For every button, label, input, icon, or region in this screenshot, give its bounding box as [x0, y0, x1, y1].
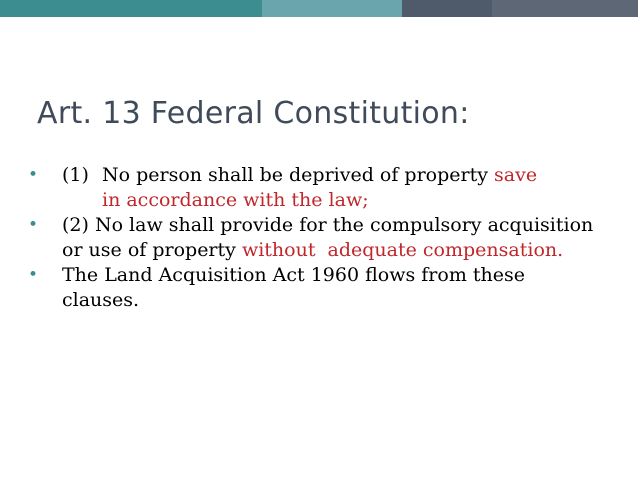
bullet-dot-icon: •: [28, 215, 39, 235]
bullet-text: No person shall be deprived of property: [102, 164, 488, 186]
bullet-item-2: [28, 213, 608, 263]
bullet-dot-icon: •: [28, 165, 39, 185]
slide-title: Art. 13 Federal Constitution:: [37, 96, 470, 131]
top-bar-segment: [262, 0, 402, 17]
bullet-text: The Land Acquisition Act 1960 flows from these clauses.: [62, 264, 525, 311]
bullet-dot-icon: •: [28, 265, 39, 285]
top-bar-segment: [402, 0, 492, 17]
bullet-item-1: [28, 163, 608, 213]
bullet-emphasis: save: [494, 164, 538, 186]
bullet-emphasis-continued: in accordance with the law;: [102, 189, 369, 211]
bullet-list: [28, 163, 608, 313]
bullet-emphasis: without adequate compensation.: [241, 239, 564, 261]
top-bar-segment: [492, 0, 638, 17]
top-bar-segment: [0, 0, 262, 17]
clause-number: (1): [62, 164, 89, 186]
decorative-top-bar: [0, 0, 638, 17]
bullet-text: (2) No law shall provide for the compulsory acquisition or use of property: [62, 214, 594, 261]
bullet-item-3: [28, 263, 608, 313]
